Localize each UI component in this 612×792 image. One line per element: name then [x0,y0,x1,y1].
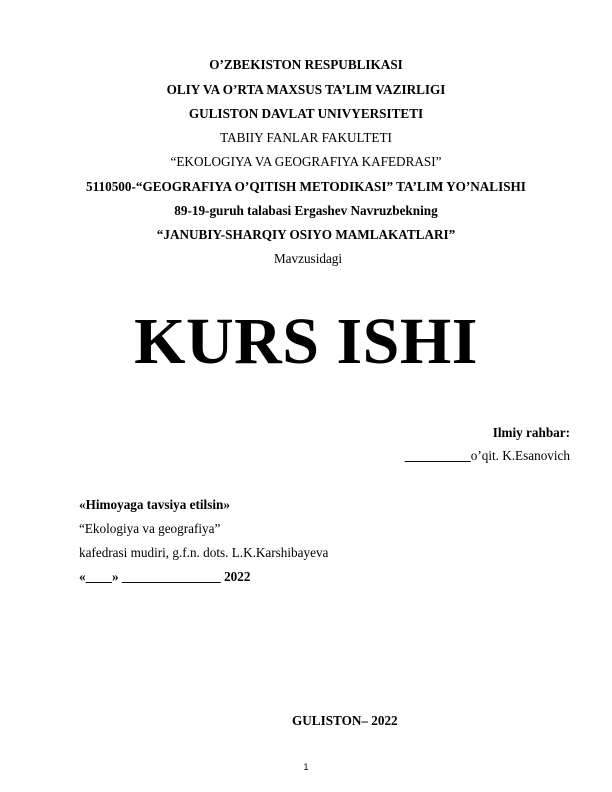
topic-line: “JANUBIY-SHARQIY OSIYO MAMLAKATLARI” [156,227,456,242]
page-number: 1 [303,762,309,772]
student-line: 89-19-guruh talabasi Ergashev Navruzbekning [174,203,438,218]
approval-head: kafedrasi mudiri, g.f.n. dots. L.K.Karshibayeva [79,545,329,560]
faculty-name: TABIIY FANLAR FAKULTETI [220,130,392,145]
program-name: 5110500-“GEOGRAFIYA O’QITISH METODIKASI” TA’LIM YO’NALISHI [86,179,526,194]
document-title: KURS ISHI [134,305,478,378]
signature-blank: __________ [404,448,471,463]
city-year: GULISTON– 2022 [292,713,398,728]
ministry-name: OLIY VA O’RTA MAXSUS TA’LIM VAZIRLIGI [166,82,446,97]
topic-suffix: Mavzusidagi [273,251,343,266]
approval-department: “Ekologiya va geografiya” [79,521,221,536]
university-name: GULISTON DAVLAT UNIVYERSITETI [188,106,424,121]
supervisor-name: o’qit. K.Esanovich [470,448,570,463]
supervisor-label: Ilmiy rahbar: [492,425,570,440]
country-name: O’ZBEKISTON RESPUBLIKASI [209,57,403,72]
approval-date-line: «____» _______________ 2022 [79,569,251,584]
approval-heading: «Himoyaga tavsiya etilsin» [79,497,230,512]
supervisor-line [405,448,570,464]
department-name: “EKOLOGIYA VA GEOGRAFIYA KAFEDRASI” [170,154,442,169]
